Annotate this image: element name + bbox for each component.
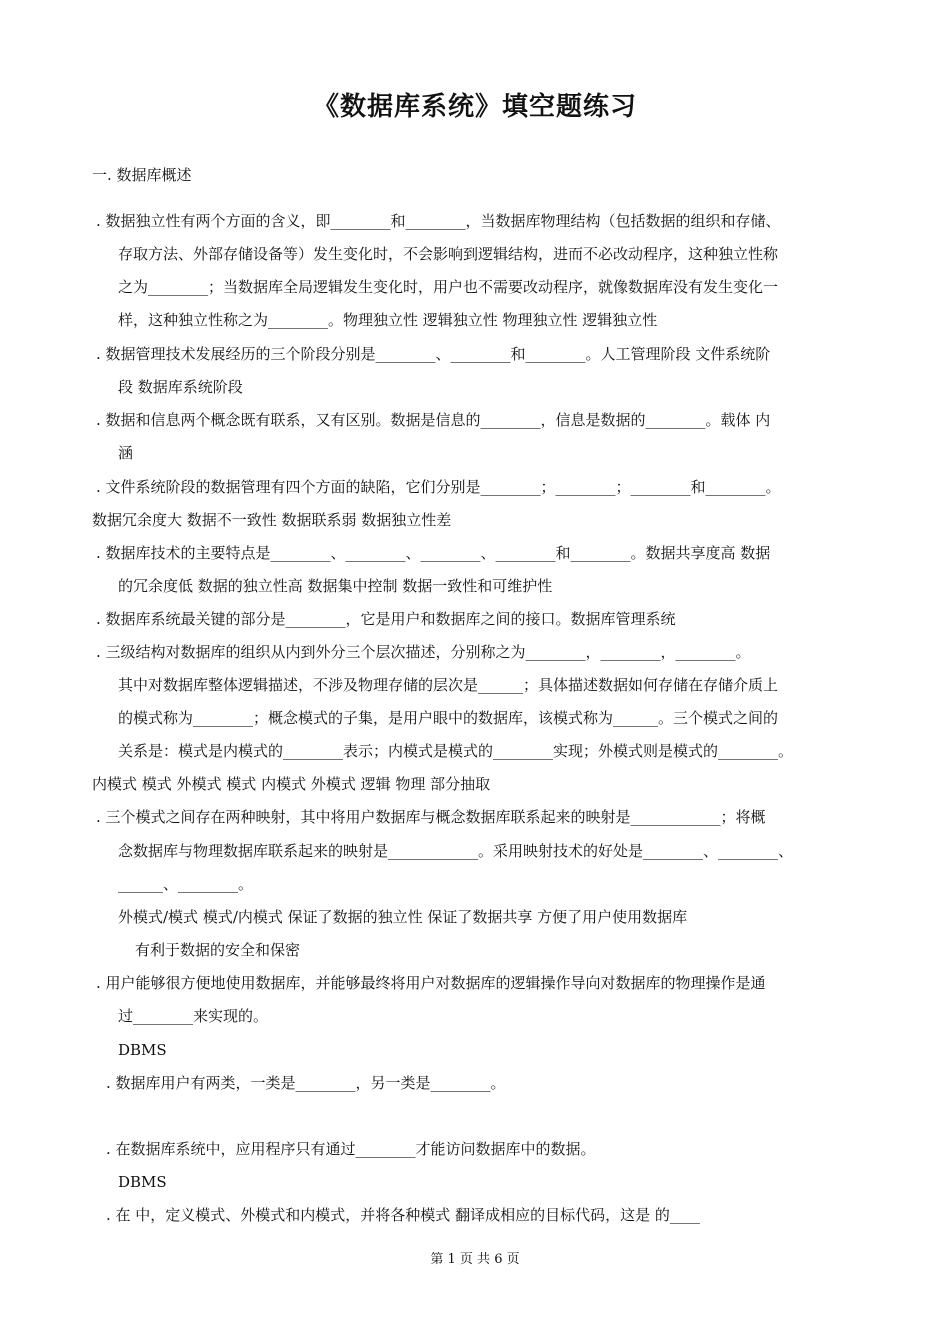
text-line: 外模式/模式 模式/内模式 保证了数据的独立性 保证了数据共享 方便了用户使用数据库 [118,908,688,926]
question-item: . 在 中，定义模式、外模式和内模式，并将各种模式 翻译成相应的目标代码，这是 的____ [106,1206,700,1224]
text-line: 的模式称为________；概念模式的子集，是用户眼中的数据库，该模式称为______。三个模式之间的 [118,709,779,727]
text-line: 涵 [118,444,134,462]
text-line: 念数据库与物理数据库联系起来的映射是____________。采用映射技术的好处是________、________、 [118,842,794,860]
question-item: . 数据和信息两个概念既有联系，又有区别。数据是信息的________，信息是数据的________。载体 内 [96,411,771,429]
text-line: 其中对数据库整体逻辑描述，不涉及物理存储的层次是______；具体描述数据如何存储在存储介质上 [118,676,779,694]
question-item: . 数据独立性有两个方面的含义，即________和________，当数据库物理结构（包括数据的组织和存储、 [96,212,781,230]
section-heading: 一. 数据库概述 [92,166,192,184]
question-item: . 数据库技术的主要特点是________、________、________、________和________。数据共享度高 数据 [96,544,771,562]
document-title: 《数据库系统》填空题练习 [312,92,637,122]
question-item: . 三个模式之间存在两种映射，其中将用户数据库与概念数据库联系起来的映射是____________；将概 [96,808,766,826]
question-item: . 三级结构对数据库的组织从内到外分三个层次描述，分别称之为________，________，________。 [96,643,751,661]
text-line: 有利于数据的安全和保密 [135,941,301,959]
question-item: . 用户能够很方便地使用数据库，并能够最终将用户对数据库的逻辑操作导向对数据库的物理操作是通 [96,974,766,992]
text-line: 存取方法、外部存储设备等）发生变化时，不会影响到逻辑结构，进而不必改动程序，这种独立性称 [118,245,779,263]
question-item: . 数据库系统最关键的部分是________，它是用户和数据库之间的接口。数据库管理系统 [96,610,676,628]
text-line: DBMS [118,1173,167,1191]
text-line: DBMS [118,1041,167,1059]
page-footer: 第 1 页 共 6 页 [430,1252,520,1267]
text-line: 数据冗余度大 数据不一致性 数据联系弱 数据独立性差 [92,511,452,529]
text-line: 的冗余度低 数据的独立性高 数据集中控制 数据一致性和可维护性 [118,577,553,595]
question-item: . 数据库用户有两类，一类是________，另一类是________。 [106,1074,506,1092]
text-line: ______、________。 [118,875,254,893]
question-item: . 在数据库系统中，应用程序只有通过________才能访问数据库中的数据。 [106,1140,596,1158]
text-line: 段 数据库系统阶段 [118,378,243,396]
question-item: . 文件系统阶段的数据管理有四个方面的缺陷，它们分别是________；________；________和________。 [96,478,781,496]
question-item: . 数据管理技术发展经历的三个阶段分别是________、________和________。人工管理阶段 文件系统阶 [96,345,771,363]
text-line: 内模式 模式 外模式 模式 内模式 外模式 逻辑 物理 部分抽取 [92,775,491,793]
text-line: 过________来实现的。 [118,1007,269,1025]
text-line: 样，这种独立性称之为________。物理独立性 逻辑独立性 物理独立性 逻辑独立性 [118,311,658,329]
text-line: 之为________；当数据库全局逻辑发生变化时，用户也不需要改动程序，就像数据库没有发生变化一 [118,278,779,296]
text-line: 关系是：模式是内模式的________表示；内模式是模式的________实现；外模式则是模式的________。 [118,742,794,760]
